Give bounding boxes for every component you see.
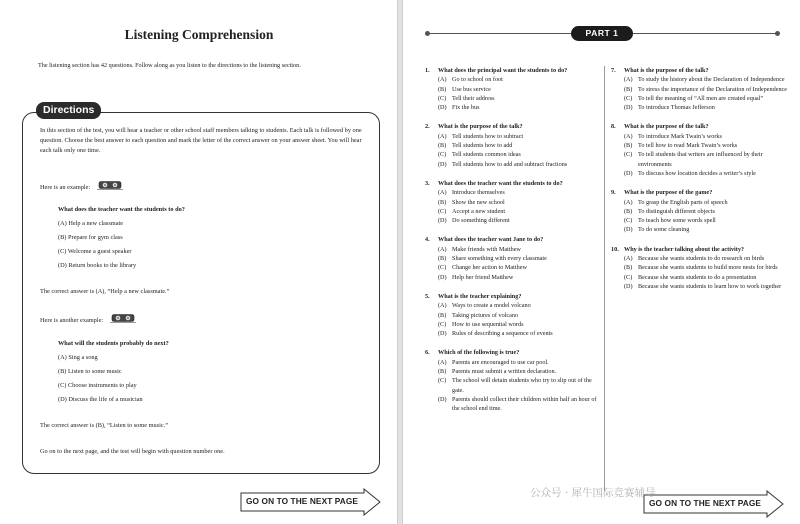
option-letter: (B) [438,311,447,319]
option-letter: (C) [438,94,447,102]
question-number: 9. [611,189,616,197]
question-number: 5. [425,292,430,300]
option-text: To stress the importance of the Declaration of Independence [638,85,788,93]
option-text: Parents must submit a written declaration. [452,368,557,376]
example1-option: (A) Help a new classmate [58,220,124,227]
next-page-button[interactable] [240,488,382,514]
example1-question: What does the teacher want the students to do? [58,206,185,213]
option-text: To introduce Thomas Jefferson [638,104,715,112]
answer-option[interactable] [425,301,600,310]
option-letter: (B) [438,368,447,376]
answer-option[interactable] [425,216,600,225]
question-stem [425,348,600,357]
answer-option[interactable] [425,320,600,329]
left-page [0,0,398,524]
example2-row [40,313,137,328]
option-letter: (D) [438,273,447,281]
right-page [402,0,800,524]
answer-option[interactable] [425,198,600,207]
option-letter: (A) [438,132,447,140]
answer-option[interactable] [611,150,789,169]
option-text: Because she wants students to learn how to work together [638,282,782,290]
option-text: To introduce Mark Twain’s works [638,132,722,140]
option-text: How to use sequential words [452,320,524,328]
answer-option[interactable] [611,198,789,207]
question-item [425,292,600,338]
answer-option[interactable] [611,282,789,291]
question-number: 6. [425,349,430,357]
option-text: Ways to create a model volcano [452,302,531,310]
option-text: To tell students that writers are influenced by their environments [638,151,763,168]
option-text: Go to school on foot [452,76,503,84]
next-page-label: GO ON TO THE NEXT PAGE [246,496,359,506]
answer-option[interactable] [425,395,600,414]
option-letter: (C) [438,264,447,272]
divider-line [633,33,776,34]
answer-option[interactable] [425,367,600,376]
option-text: Fix the bus [452,104,480,112]
question-item [425,66,600,112]
page-title: Listening Comprehension [124,27,274,42]
intro-text: The listening section has 42 questions. Follow along as you listen to the directions to the listening section. [38,62,301,69]
question-stem [611,245,789,254]
option-letter: (C) [438,320,447,328]
question-text: What does the teacher want the students to do? [438,179,563,187]
question-number: 10. [611,245,619,253]
option-text: Because she wants students to do research on birds [638,255,765,263]
go-on-text: Go on to the next page, and the test will begin with question number one. [40,448,225,455]
option-letter: (A) [624,76,633,84]
option-letter: (C) [624,217,633,225]
next-page-label: GO ON TO THE NEXT PAGE [649,498,762,508]
option-letter: (D) [624,169,633,177]
question-text: What is the teacher explaining? [438,292,522,300]
part-label: PART 1 [571,26,633,41]
option-text: To tell the meaning of “All men are created equal” [638,94,764,102]
question-stem [425,66,600,75]
question-text: What is the purpose of the talk? [624,123,709,131]
answer-option[interactable] [611,273,789,282]
example2-question: What will the students probably do next? [58,340,169,347]
question-text: What does the teacher want Jane to do? [438,236,544,244]
option-text: To discuss how location decides a writer’s style [638,169,756,177]
option-letter: (A) [624,198,633,206]
option-letter: (C) [624,151,633,159]
question-number: 3. [425,179,430,187]
question-number: 7. [611,67,616,74]
question-stem [611,66,789,75]
option-letter: (A) [438,302,447,310]
option-letter: (C) [624,94,633,102]
question-item [611,245,789,291]
option-text: Parents should collect their children within half an hour of the school end time. [452,395,597,413]
question-text: What does the principal want the students to do? [438,67,568,74]
answer-option[interactable] [425,263,600,272]
answer-option[interactable] [611,85,789,94]
answer-option[interactable] [425,245,600,254]
option-text: Make friends with Matthew [452,245,521,253]
column-divider [604,66,605,491]
answer-option[interactable] [611,207,789,216]
question-text: What is the purpose of the talk? [438,123,523,131]
example1-option: (B) Prepare for gym class [58,234,123,241]
option-text: To teach how some words spell [638,217,716,225]
question-text: What is the purpose of the game? [624,189,713,197]
answer-option[interactable] [425,376,600,395]
option-letter: (C) [438,207,447,215]
answer-option[interactable] [425,132,600,141]
question-column-left [425,66,600,424]
cd-audio-icon [109,313,137,328]
example2-option: (A) Sing a song [58,354,98,361]
option-letter: (B) [624,85,633,93]
divider-line [428,33,571,34]
answer-option[interactable] [611,225,789,234]
option-letter: (C) [438,377,447,385]
option-text: Help her friend Matthew [452,273,514,281]
option-letter: (B) [624,207,633,215]
example2-answer: The correct answer is (B), “Listen to some music.” [40,422,168,429]
answer-option[interactable] [611,75,789,84]
answer-option[interactable] [425,160,600,169]
option-letter: (B) [438,255,447,263]
question-stem [611,122,789,131]
option-text: Tell students common ideas [452,151,521,159]
option-text: Do something different [452,217,510,225]
option-letter: (A) [438,189,447,197]
option-text: Use bus service [452,85,491,93]
option-text: Because she wants students to build more nests for birds [638,264,778,272]
option-text: To study the history about the Declaration of Independence [638,76,785,84]
answer-option[interactable] [425,75,600,84]
answer-option[interactable] [425,85,600,94]
question-number: 8. [611,123,616,131]
question-item [425,179,600,225]
answer-option[interactable] [425,311,600,320]
option-letter: (C) [624,273,633,281]
question-number: 2. [425,123,430,131]
option-letter: (D) [624,282,633,290]
option-text: Tell students how to subtract [452,132,524,140]
watermark: 公众号 · 犀牛国际竞赛辅导 [530,487,656,499]
question-number: 4. [425,236,430,244]
option-text: Parents are encouraged to use car pool. [452,358,549,366]
question-column-right [611,66,789,301]
question-stem [425,292,600,301]
example2-label: Here is another example: [40,316,104,324]
question-text: Which of the following is true? [438,349,520,357]
example1-option: (D) Return books to the library [58,262,137,269]
option-text: Because she wants students to do a presentation [638,273,757,281]
example1-option: (C) Welcome a guest speaker [58,248,132,255]
question-item [611,66,789,112]
answer-option[interactable] [425,273,600,282]
option-text: To do some cleaning [638,226,690,234]
question-stem [425,122,600,131]
option-text: Show the new school [452,198,505,206]
option-letter: (B) [624,142,633,150]
option-letter: (D) [438,104,447,112]
directions-label: Directions [36,102,101,119]
option-letter: (B) [438,142,447,150]
question-stem [425,179,600,188]
option-text: To tell how to read Mark Twain’s works [638,142,738,150]
example1-answer: The correct answer is (A), “Help a new classmate.” [40,288,170,295]
cd-audio-icon [96,180,124,195]
answer-option[interactable] [611,141,789,150]
option-letter: (D) [438,395,447,403]
option-text: Change her action to Matthew [452,264,527,272]
option-letter: (A) [438,358,447,366]
option-letter: (A) [624,132,633,140]
question-number: 1. [425,67,430,74]
answer-option[interactable] [425,207,600,216]
question-item [611,122,789,178]
option-text: Tell students how to add [452,142,513,150]
answer-option[interactable] [611,169,789,178]
question-item [425,348,600,413]
question-item [425,235,600,281]
option-letter: (C) [438,151,447,159]
question-item [425,122,600,168]
answer-option[interactable] [425,94,600,103]
example1-label: Here is an example: [40,183,91,191]
option-text: Share something with every classmate [452,255,547,263]
question-item [611,188,789,234]
example1-row [40,180,124,195]
answer-option[interactable] [425,329,600,338]
option-letter: (B) [438,85,447,93]
answer-option[interactable] [425,150,600,159]
example2-option: (C) Choose instruments to play [58,382,137,389]
question-text: What is the purpose of the talk? [624,67,709,74]
answer-option[interactable] [611,263,789,272]
answer-option[interactable] [425,141,600,150]
question-stem [425,235,600,244]
option-letter: (D) [624,226,633,234]
option-text: Tell their address [452,94,495,102]
option-letter: (A) [438,245,447,253]
option-letter: (D) [438,160,447,168]
divider-dot [775,31,780,36]
option-text: The school will detain students who try to slip out of the gate. [452,377,592,394]
option-text: To distinguish different objects [638,207,715,215]
answer-option[interactable] [425,103,600,112]
option-letter: (D) [624,104,633,112]
answer-option[interactable] [611,132,789,141]
question-text: Why is the teacher talking about the activity? [624,245,745,253]
answer-option[interactable] [611,254,789,263]
option-text: Accept a new student [452,207,506,215]
option-letter: (A) [438,76,447,84]
answer-option[interactable] [425,358,600,367]
question-stem [611,188,789,197]
example2-option: (B) Listen to some music [58,368,122,375]
option-text: To grasp the English parts of speech [638,198,728,206]
option-letter: (B) [438,198,447,206]
next-page-button[interactable] [643,490,785,516]
option-text: Introduce themselves [452,189,505,197]
answer-option[interactable] [611,103,789,112]
option-text: Taking pictures of volcano [452,311,519,319]
answer-option[interactable] [611,216,789,225]
option-text: Tell students how to add and subtract fractions [452,160,568,168]
answer-option[interactable] [425,188,600,197]
option-letter: (D) [438,330,447,338]
answer-option[interactable] [425,254,600,263]
option-letter: (B) [624,264,633,272]
option-letter: (D) [438,217,447,225]
example2-option: (D) Discuss the life of a musician [58,396,143,403]
directions-text: In this section of the test, you will hear a teacher or other school staff members talking to students. Each talk is followed by one question. Choose the best answer to each question and mark the letter of the correct answer on your answer sheet. You will hear each talk only one time. [40,127,362,155]
option-text: Rules of describing a sequence of events [452,330,553,338]
option-letter: (A) [624,255,633,263]
answer-option[interactable] [611,94,789,103]
